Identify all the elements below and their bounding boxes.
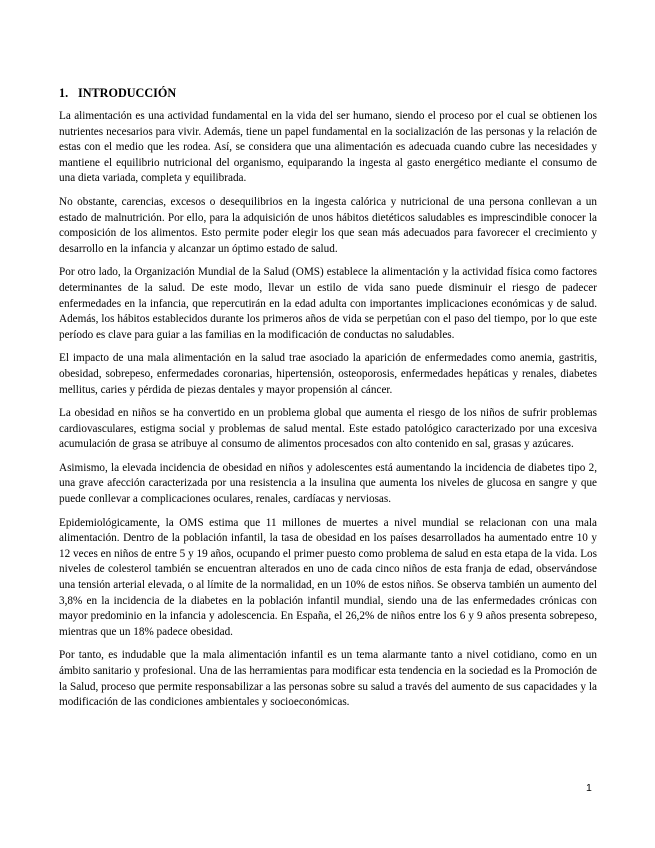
page-number: 1 [586, 782, 592, 794]
paragraph-alimentacion: La alimentación es una actividad fundamental en la vida del ser humano, siendo el proceso por el cual se obtienen los nutrientes necesarios para vivir. Además, tiene un papel fundamental en la socialización de las personas y la relación de estas con el medio que les rodea. Así, se considera que una alimentación es adecuada cuando cubre las necesidades y mantiene el equilibrio nutricional del organismo, equiparando la ingesta al gasto energético mediante el consumo de una dieta variada, completa y equilibrada. [59, 110, 597, 185]
paragraph-promocion-salud: Por tanto, es indudable que la mala alimentación infantil es un tema alarmante tanto a nivel cotidiano, como en un ámbito sanitario y profesional. Una de las herramientas para modificar esta tendencia en la sociedad es la Promoción de la Salud, proceso que permite responsabilizar a las personas sobre su salud a través del aumento de sus capacidades y la modificación de las condiciones ambientales y socioeconómicas. [59, 649, 597, 709]
paragraph-malnutricion: No obstante, carencias, excesos o desequilibrios en la ingesta calórica y nutricional de una persona conllevan a un estado de malnutrición. Por ello, para la adquisición de unos hábitos dietéticos saludables es imprescindible conocer la composición de los alimentos. Esto permite poder elegir los que sean más adecuados para favorecer el crecimiento y desarrollo en la infancia y alcanzar un óptimo estado de salud. [59, 195, 597, 255]
paragraph-epidemiologia: Epidemiológicamente, la OMS estima que 11 millones de muertes a nivel mundial se relacionan con una mala alimentación. Dentro de la población infantil, la tasa de obesidad en los países desarrollados ha aumentado entre 10 y 12 veces en niños de entre 5 y 19 años, ocupando el primer puesto como problema de salud en esta etapa de la vida. Los niveles de colesterol también se encuentran alterados en uno de cada cinco niños de esta franja de edad, observándose una tensión arterial elevada, o al límite de la normalidad, en un 10% de estos niños. Se observa también un aumento del 3,8% en la incidencia de la diabetes en la población infantil mundial, siendo una de las enfermedades crónicas con mayor predominio en la infancia y adolescencia. En España, el 26,2% de niños entre los 6 y 9 años presenta sobrepeso, mientras que un 18% padece obesidad. [59, 516, 597, 638]
paragraph-obesidad: La obesidad en niños se ha convertido en un problema global que aumenta el riesgo de los niños de sufrir problemas cardiovasculares, estigma social y problemas de salud mental. Este estado patológico caracterizado por una excesiva acumulación de grasa se atribuye al consumo de alimentos procesados con alto contenido en sal, grasas y azúcares. [59, 407, 597, 451]
paragraph-oms: Por otro lado, la Organización Mundial de la Salud (OMS) establece la alimentación y la actividad física como factores determinantes de la salud. De este modo, llevar un estilo de vida sano puede disminuir el riesgo de padecer enfermedades en la infancia, que repercutirán en la edad adulta con importantes implicaciones económicas y de salud. Además, los hábitos establecidos durante los primeros años de vida se perpetúan con el paso del tiempo, por lo que este período es clave para guiar a las familias en la modificación de conductas no saludables. [59, 266, 597, 341]
section-number: 1. [59, 86, 69, 100]
section-title: INTRODUCCIÓN [78, 86, 177, 100]
paragraph-diabetes: Asimismo, la elevada incidencia de obesidad en niños y adolescentes está aumentando la incidencia de diabetes tipo 2, una grave afección caracterizada por una resistencia a la insulina que aumenta los niveles de glucosa en sangre y que puede conllevar a complicaciones oculares, renales, cardíacas y nerviosas. [59, 461, 597, 506]
section-heading [59, 86, 597, 101]
page-content [59, 86, 597, 719]
paragraph-impacto: El impacto de una mala alimentación en la salud trae asociado la aparición de enfermedades como anemia, gastritis, obesidad, sobrepeso, enfermedades coronarias, hipertensión, osteoporosis, enfermedades hepáticas y renales, diabetes mellitus, caries y pérdida de piezas dentales y mayor propensión al cáncer. [59, 352, 597, 396]
